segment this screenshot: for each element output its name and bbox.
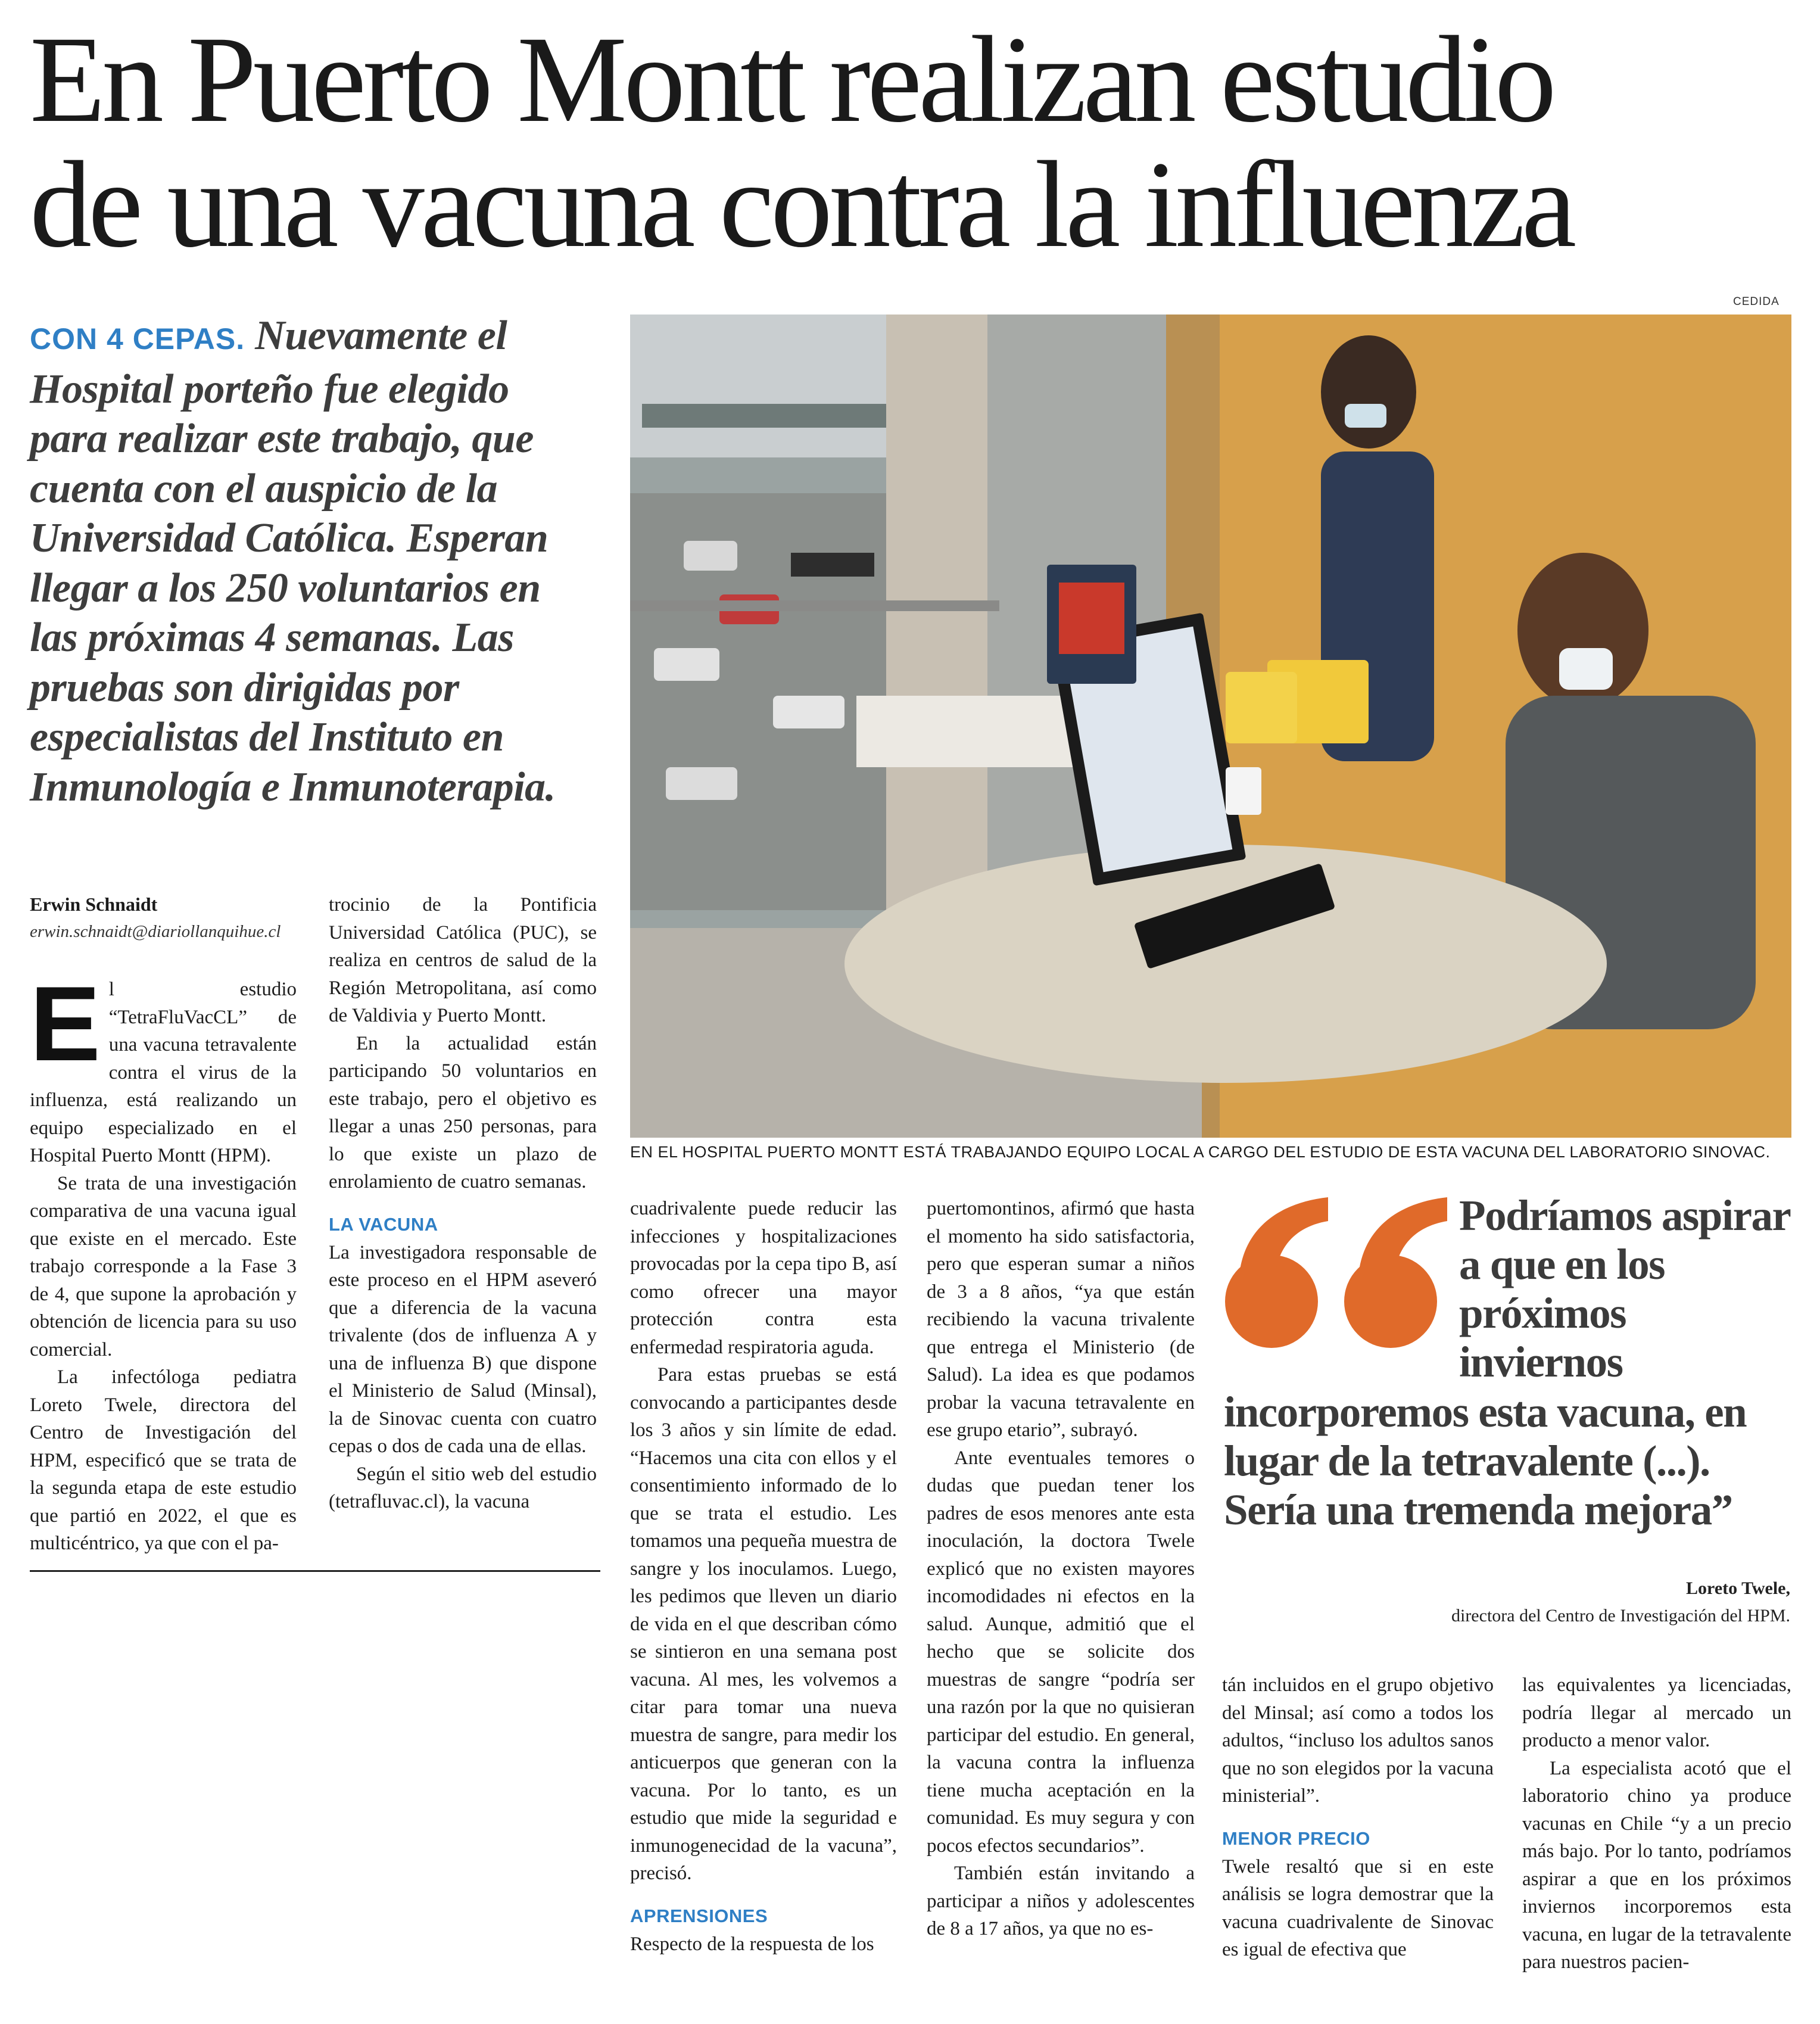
paragraph: trocinio de la Pontificia Universidad Católica (PUC), se realiza en centros de salud de la Región Metropolitana, así como de Valdivia y Puerto Montt. (329, 894, 597, 1026)
paragraph: Twele resaltó que si en este análisis se logra demostrar que la vacuna cuadrivalente de Sinovac es igual de efectiva que (1222, 1855, 1494, 1960)
paragraph: l estudio “TetraFluVacCL” de una vacuna tetravalente contra el virus de la influenza, está realizando un equipo especializado en el Hospital Puerto Montt (HPM). (30, 979, 297, 1166)
paragraph: La infectóloga pediatra Loreto Twele, directora del Centro de Investigación del HPM, especificó que se trata de la segunda etapa de este estudio que partió en 2022, el que es multicéntrico, ya que con el pa- (30, 1366, 297, 1554)
quote-attribution-name: Loreto Twele, (1686, 1578, 1790, 1598)
deck-kicker: CON 4 CEPAS. (30, 322, 245, 356)
paragraph: También están invitando a participar a niños y adolescentes de 8 a 17 años, ya que no es- (927, 1863, 1195, 1939)
article-column-3 (630, 1195, 897, 1958)
paragraph: puertomontinos, afirmó que hasta el momento ha sido satisfactoria, pero que esperan sumar a niños de 3 a 8 años, “ya que están recibiendo la vacuna trivalente que entrega el Ministerio (de Salud). La idea es que podamos probar la vacuna tetravalente en ese grupo etario”, subrayó. (927, 1198, 1195, 1441)
paragraph: cuadrivalente puede reducir las infecciones y hospitalizaciones provocadas por la cepa tipo B, así como ofrecer una mayor protección contra esta enfermedad respiratoria aguda. (630, 1198, 897, 1358)
pull-quote-lead: Podríamos aspirar a que en los próximos inviernos (1459, 1191, 1790, 1386)
deck-text: Nuevamente el Hospital porteño fue elegido para realizar este trabajo, que cuenta con el auspicio de la Universidad Católica. Esperan llegar a los 250 voluntarios en las próximas 4 semanas. Las pruebas son dirigidas por especialistas del Instituto en Inmunología e Inmunoterapia. (30, 313, 556, 810)
news-photo (630, 315, 1791, 1138)
paragraph: En la actualidad están participando 50 voluntarios en este trabajo, pero el objetivo es llegar a unas 250 personas, para lo que existe un plazo de enrolamiento de cuatro semanas. (329, 1032, 597, 1192)
quote-attribution-role: directora del Centro de Investigación del HPM. (1451, 1606, 1790, 1626)
paragraph: Se trata de una investigación comparativa de una vacuna igual que existe en el mercado. Este trabajo corresponde a la Fase 3 de 4, que supone la aprobación y obtención de licencia para su uso comercial. (30, 1172, 297, 1360)
author-email: erwin.schnaidt@diariollanquihue.cl (30, 922, 281, 941)
headline-line-1: En Puerto Montt realizan estudio (30, 11, 1553, 148)
paragraph: Ante eventuales temores o dudas que puedan tener los padres de esos menores ante esta inoculación, la doctora Twele explicó que no existen mayores incomodidades ni efectos en la salud. Aunque, admitió que el hecho que se solicite dos muestras de sangre “podría ser una razón por la que no quisieran participar del estudio. En general, la vacuna contra la influenza tiene mucha aceptación en la comunidad. Es muy segura y con pocos efectos secundarios”. (927, 1447, 1195, 1857)
subhead-menor-precio: MENOR PRECIO (1222, 1827, 1370, 1849)
paragraph: Respecto de la respuesta de los (630, 1933, 874, 1955)
paragraph: La especialista acotó que el laboratorio chino ya produce vacunas en Chile “y a un precio más bajo. Por lo tanto, podríamos aspirar a que en los próximos inviernos incorporemos esta vacuna, en lugar de la tetravalente para nuestros pacien- (1522, 1757, 1791, 1973)
subhead-aprensiones: APRENSIONES (630, 1905, 768, 1926)
headline-line-2: de una vacuna contra la influenza (30, 136, 1573, 273)
photo-caption: EN EL HOSPITAL PUERTO MONTT ESTÁ TRABAJANDO EQUIPO LOCAL A CARGO DEL ESTUDIO DE ESTA VACUNA DEL LABORATORIO SINOVAC. (630, 1143, 1771, 1161)
paragraph: Para estas pruebas se está convocando a participantes desde los 3 años y sin límite de edad. “Hacemos una cita con ellos y el consentimiento informado de lo que se trata el estudio. Les tomamos una pequeña muestra de sangre y los inoculamos. Luego, les pedimos que lleven un diario de vida en el que describan cómo se sintieron en una semana post vacuna. Al mes, les volvemos a citar para tomar una nueva muestra de sangre, para medir los anticuerpos que generan con la vacuna. Por lo tanto, es un estudio que mide la seguridad e inmunogenecidad de la vacuna”, precisó. (630, 1364, 897, 1884)
drop-cap: E (30, 964, 101, 1083)
author-name: Erwin Schnaidt (30, 893, 158, 915)
paragraph: Según el sitio web del estudio (tetrafluvac.cl), la vacuna (329, 1463, 597, 1512)
photo-illustration (630, 315, 1791, 1138)
article-column-4 (927, 1195, 1195, 1943)
article-column-1 (30, 964, 297, 1558)
deck (30, 311, 593, 812)
article-column-2 (329, 891, 597, 1516)
paragraph: las equivalentes ya licenciadas, podría llegar al mercado un producto a menor valor. (1522, 1674, 1791, 1751)
paragraph: La investigadora responsable de este proceso en el HPM aseveró que a diferencia de la vacuna trivalente (dos de influenza A y una de influenza B) que dispone el Ministerio de Salud (Minsal), la de Sinovac cuenta con cuatro cepas o dos de cada una de ellas. (329, 1241, 597, 1457)
paragraph: tán incluidos en el grupo objetivo del Minsal; así como a todos los adultos, “incluso los adultos sanos que no son elegidos por la vacuna ministerial”. (1222, 1674, 1494, 1807)
headline (30, 11, 1793, 273)
pull-quote-body: incorporemos esta vacuna, en lugar de la tetravalente (...). Sería una tremenda mejora” (1224, 1388, 1747, 1534)
subhead-la-vacuna: LA VACUNA (329, 1213, 438, 1235)
article-column-6 (1522, 1671, 1791, 1976)
quote-mark-icon (1221, 1197, 1447, 1352)
column-divider-rule (30, 1570, 600, 1572)
photo-credit: CEDIDA (1733, 295, 1780, 308)
article-column-5 (1222, 1671, 1494, 1964)
